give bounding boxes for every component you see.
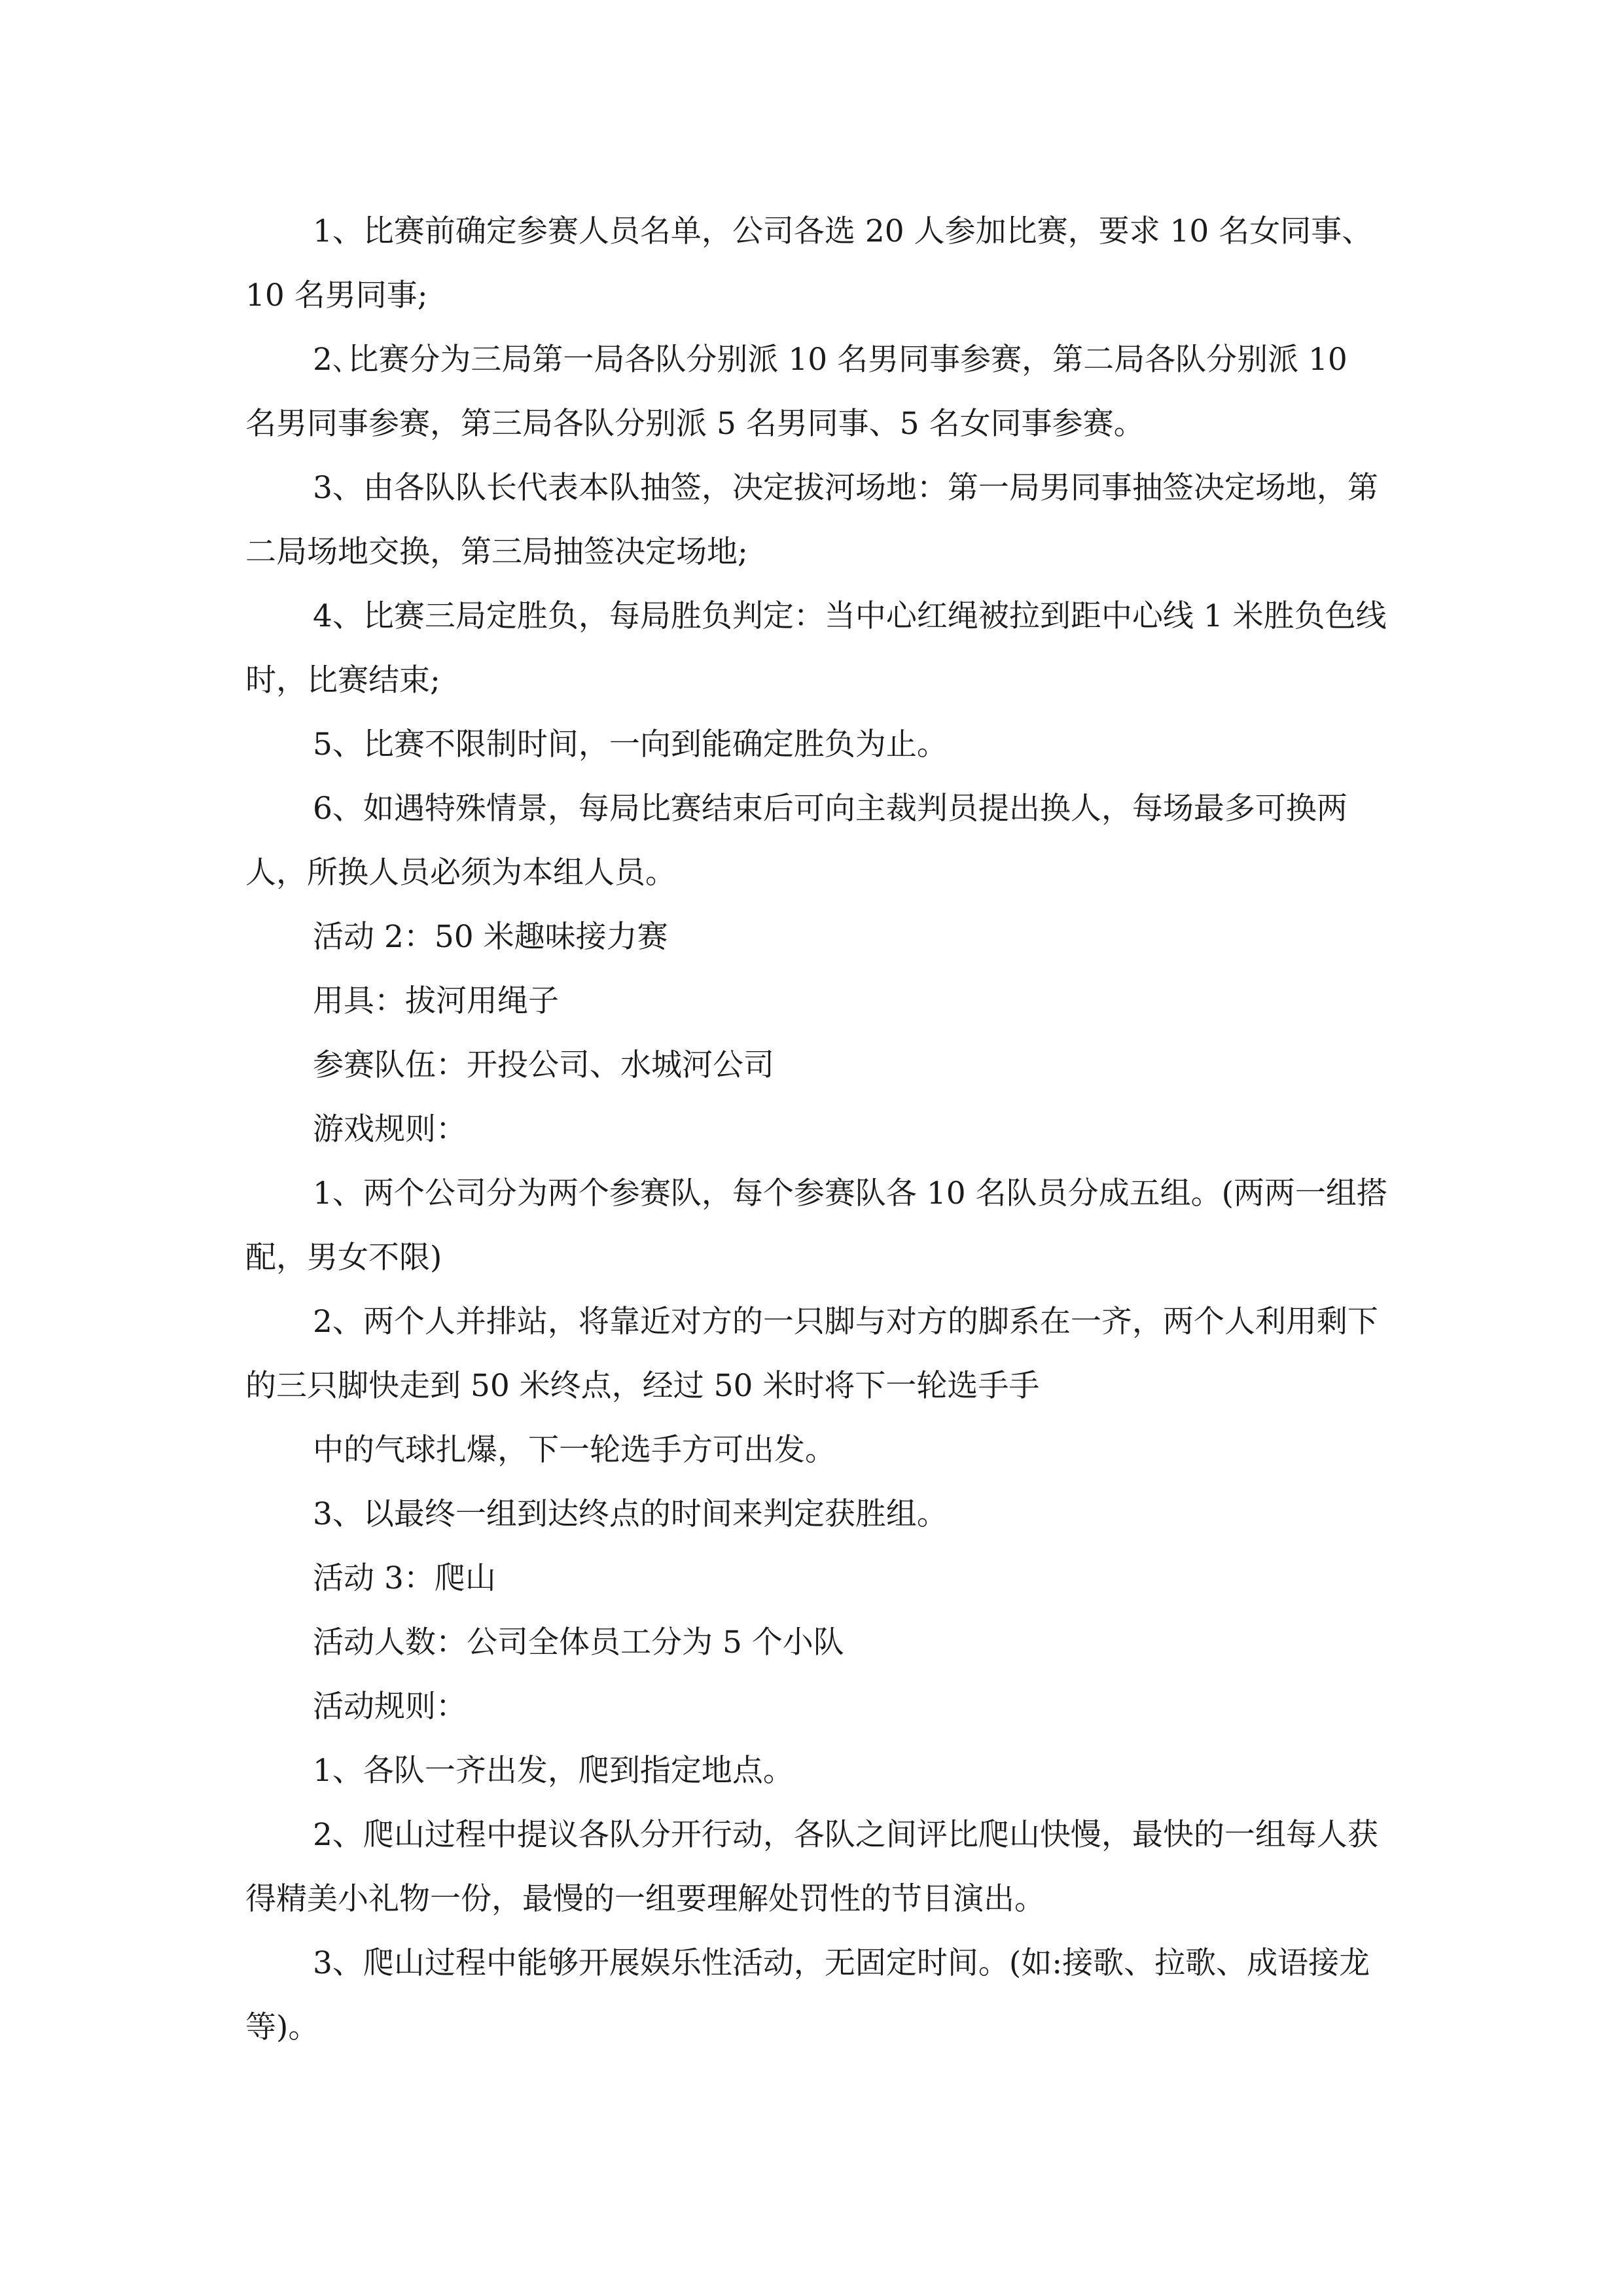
activity-rule-2: 2、爬山过程中提议各队分开行动，各队之间评比爬山快慢，最快的一组每人获得精美小礼物一份，最慢的一组要理解处罚性的节目演出。 bbox=[245, 1817, 1378, 1917]
activity-rule-1: 1、各队一齐出发，爬到指定地点。 bbox=[313, 1753, 794, 1789]
game-rule-2-continuation: 中的气球扎爆，下一轮选手方可出发。 bbox=[313, 1432, 836, 1468]
paragraph-rule-5: 5、比赛不限制时间，一向到能确定胜负为止。 bbox=[313, 726, 948, 762]
game-rule-1: 1、两个公司分为两个参赛队，每个参赛队各 10 名队员分成五组。(两两一组搭配，男女不限) bbox=[245, 1175, 1387, 1276]
paragraph-rule-1: 1、比赛前确定参赛人员名单，公司各选 20 人参加比赛，要求 10 名女同事、10 名男同事; bbox=[245, 213, 1373, 314]
game-rule-2: 2、两个人并排站，将靠近对方的一只脚与对方的脚系在一齐，两个人利用剩下的三只脚快走到 50 米终点，经过 50 米时将下一轮选手手 bbox=[245, 1304, 1378, 1404]
activity-rules-heading: 活动规则： bbox=[313, 1689, 467, 1725]
game-rules-heading: 游戏规则： bbox=[313, 1111, 467, 1147]
activity-2-equipment: 用具：拔河用绳子 bbox=[313, 983, 559, 1019]
activity-2-teams: 参赛队伍：开投公司、水城河公司 bbox=[313, 1047, 774, 1083]
paragraph-rule-6: 6、如遇特殊情景，每局比赛结束后可向主裁判员提出换人，每场最多可换两人，所换人员必须为本组人员。 bbox=[245, 791, 1347, 891]
activity-3-heading: 活动 3：爬山 bbox=[313, 1560, 496, 1596]
game-rule-3: 3、以最终一组到达终点的时间来判定获胜组。 bbox=[313, 1496, 948, 1532]
activity-3-participants: 活动人数：公司全体员工分为 5 个小队 bbox=[313, 1624, 844, 1660]
activity-rule-3: 3、爬山过程中能够开展娱乐性活动，无固定时间。(如:接歌、拉歌、成语接龙等)。 bbox=[245, 1945, 1370, 2045]
paragraph-rule-2: 2､比赛分为三局第一局各队分别派 10 名男同事参赛，第二局各队分别派 10 名男同事参赛，第三局各队分别派 5 名男同事、5 名女同事参赛。 bbox=[245, 342, 1347, 442]
document-body bbox=[245, 200, 1387, 2060]
paragraph-rule-3: 3、由各队队长代表本队抽签，决定拔河场地：第一局男同事抽签决定场地，第二局场地交换，第三局抽签决定场地; bbox=[245, 470, 1378, 570]
paragraph-rule-4: 4、比赛三局定胜负，每局胜负判定：当中心红绳被拉到距中心线 1 米胜负色线时，比赛结束; bbox=[245, 598, 1387, 698]
activity-2-heading: 活动 2：50 米趣味接力赛 bbox=[313, 919, 668, 955]
